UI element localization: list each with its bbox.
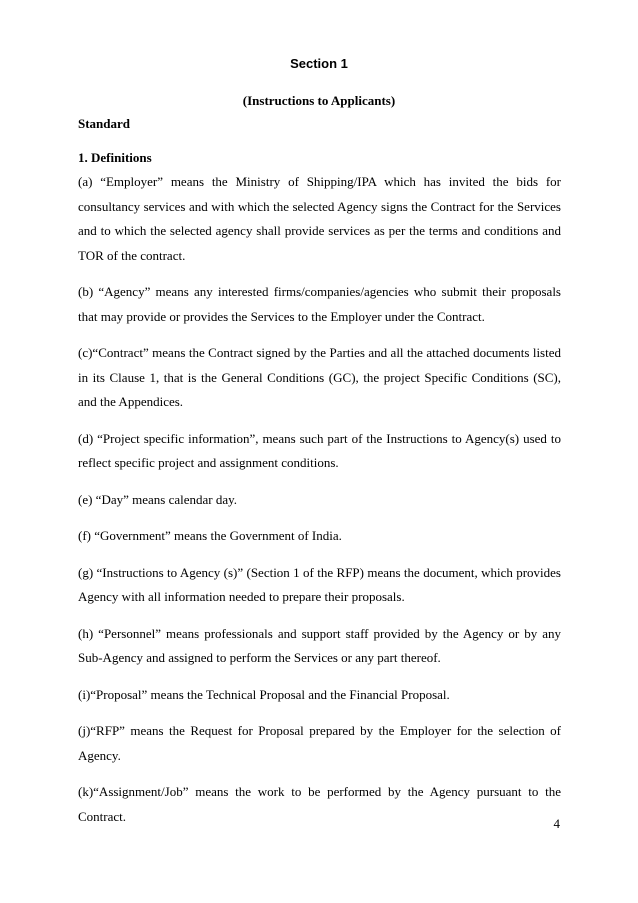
- definition-instructions-to-agency: (g) “Instructions to Agency (s)” (Section 1 of the RFP) means the document, which provides Agency with all information needed to prepare their proposals.: [78, 564, 561, 604]
- definition-government: (f) “Government” means the Government of India.: [78, 528, 342, 543]
- definition-employer: (a) “Employer” means the Ministry of Shipping/IPA which has invited the bids for consultancy services and with which the selected Agency signs the Contract for the Services and to which the selected agency shall provide services as per the terms and conditions and TOR of the contract.: [78, 174, 561, 263]
- definitions-heading: 1. Definitions: [78, 150, 152, 165]
- definition-agency: (b) “Agency” means any interested firms/companies/agencies who submit their proposals that may provide or provides the Services to the Employer under the Contract.: [78, 284, 561, 324]
- definition-rfp: (j)“RFP” means the Request for Proposal prepared by the Employer for the selection of Agency.: [78, 723, 561, 763]
- section-subtitle: (Instructions to Applicants): [242, 93, 396, 108]
- definition-contract: (c)“Contract” means the Contract signed by the Parties and all the attached documents listed in its Clause 1, that is the General Conditions (GC), the project Specific Conditions (SC), and the Appendices.: [78, 345, 561, 409]
- definition-day: (e) “Day” means calendar day.: [78, 491, 238, 507]
- definition-proposal: (i)“Proposal” means the Technical Proposal and the Financial Proposal.: [78, 686, 450, 702]
- page-number: 4: [553, 816, 560, 831]
- section-title: Section 1: [290, 56, 348, 71]
- definition-personnel: (h) “Personnel” means professionals and support staff provided by the Agency or by any Sub-Agency and assigned to perform the Services or any part thereof.: [78, 625, 561, 665]
- standard-label: Standard: [78, 116, 131, 131]
- definitions-body: [78, 170, 561, 841]
- definition-project-specific-information: (d) “Project specific information”, means such part of the Instructions to Agency(s) used to reflect specific project and assignment conditions.: [78, 430, 561, 470]
- definition-assignment-job: (k)“Assignment/Job” means the work to be performed by the Agency pursuant to the Contract.: [78, 784, 561, 824]
